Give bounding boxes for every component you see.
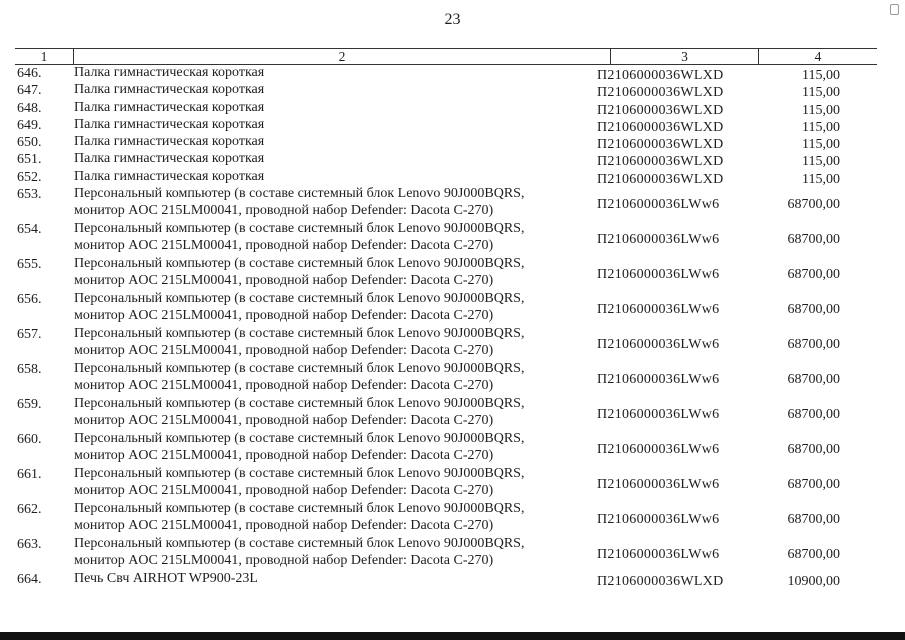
item-name-line-2: монитор AOC 215LM00041, проводной набор Defender: Dacota C-270) [74, 272, 494, 288]
item-name [74, 256, 524, 289]
item-amount: 68700,00 [787, 267, 840, 283]
item-name [74, 151, 264, 168]
item-amount: 115,00 [802, 119, 840, 135]
item-name-line-1: Персональный компьютер (в составе системный блок Lenovo 90J000BQRS, [74, 361, 525, 377]
item-name-line-1: Палка гимнастическая короткая [74, 82, 265, 98]
item-amount: 68700,00 [787, 512, 840, 528]
item-name-line-1: Персональный компьютер (в составе системный блок Lenovo 90J000BQRS, [74, 431, 525, 447]
inventory-code: П2106000036WLXD [597, 137, 724, 153]
inventory-code: П2106000036LWw6 [597, 477, 720, 493]
item-name-line-2: монитор AOC 215LM00041, проводной набор Defender: Dacota C-270) [74, 552, 494, 568]
item-name-line-2: монитор AOC 215LM00041, проводной набор Defender: Dacota C-270) [74, 237, 494, 253]
page-number: 23 [444, 11, 461, 28]
scan-edge-bar [0, 632, 905, 640]
inventory-code: П2106000036LWw6 [597, 512, 720, 528]
row-number: 657. [17, 327, 42, 343]
row-number: 664. [17, 572, 42, 588]
row-number: 648. [17, 100, 42, 116]
row-number: 646. [17, 66, 42, 81]
item-name [74, 221, 524, 254]
table-body [0, 65, 905, 591]
item-name-line-1: Палка гимнастическая короткая [74, 151, 265, 167]
table-row [0, 117, 905, 134]
item-amount: 115,00 [802, 102, 840, 118]
item-amount: 10900,00 [787, 574, 840, 590]
row-number: 650. [17, 135, 42, 151]
row-number: 656. [17, 292, 42, 308]
item-name [74, 291, 524, 324]
inventory-code: П2106000036WLXD [597, 574, 724, 590]
item-name-line-2: монитор AOC 215LM00041, проводной набор Defender: Dacota C-270) [74, 482, 494, 498]
table-row [0, 186, 905, 221]
item-name [74, 65, 264, 82]
item-amount: 115,00 [802, 68, 840, 83]
table-row [0, 291, 905, 326]
item-name [74, 361, 524, 394]
table-row [0, 396, 905, 431]
column-header-2: 2 [73, 49, 610, 64]
inventory-code: П2106000036LWw6 [597, 372, 720, 388]
item-name [74, 186, 524, 219]
corner-mark [890, 4, 899, 15]
row-number: 653. [17, 187, 42, 203]
item-name-line-1: Палка гимнастическая короткая [74, 168, 265, 184]
item-name [74, 169, 264, 186]
inventory-code: П2106000036LWw6 [597, 197, 720, 213]
table-row [0, 326, 905, 361]
row-number: 647. [17, 83, 42, 99]
item-name-line-2: монитор AOC 215LM00041, проводной набор Defender: Dacota C-270) [74, 412, 494, 428]
item-name [74, 100, 264, 117]
row-number: 651. [17, 152, 42, 168]
item-name-line-1: Палка гимнастическая короткая [74, 134, 265, 150]
item-name-line-1: Персональный компьютер (в составе системный блок Lenovo 90J000BQRS, [74, 466, 525, 482]
inventory-code: П2106000036WLXD [597, 85, 724, 101]
item-name [74, 134, 264, 151]
item-name-line-1: Персональный компьютер (в составе системный блок Lenovo 90J000BQRS, [74, 186, 525, 202]
item-name-line-1: Палка гимнастическая короткая [74, 99, 265, 115]
item-name [74, 82, 264, 99]
item-name-line-2: монитор AOC 215LM00041, проводной набор Defender: Dacota C-270) [74, 202, 494, 218]
row-number: 659. [17, 397, 42, 413]
table-row [0, 256, 905, 291]
item-amount: 68700,00 [787, 477, 840, 493]
table-row [0, 151, 905, 168]
table-row [0, 82, 905, 99]
item-amount: 115,00 [802, 85, 840, 101]
item-name-line-1: Персональный компьютер (в составе системный блок Lenovo 90J000BQRS, [74, 326, 525, 342]
item-name [74, 326, 524, 359]
inventory-code: П2106000036WLXD [597, 171, 724, 187]
row-number: 652. [17, 169, 42, 185]
inventory-code: П2106000036WLXD [597, 68, 724, 83]
inventory-code: П2106000036LWw6 [597, 547, 720, 563]
item-name-line-1: Персональный компьютер (в составе системный блок Lenovo 90J000BQRS, [74, 501, 525, 517]
item-name [74, 396, 524, 429]
inventory-code: П2106000036WLXD [597, 154, 724, 170]
item-amount: 68700,00 [787, 337, 840, 353]
item-name-line-1: Персональный компьютер (в составе системный блок Lenovo 90J000BQRS, [74, 396, 525, 412]
item-name [74, 466, 524, 499]
row-number: 655. [17, 257, 42, 273]
item-amount: 115,00 [802, 137, 840, 153]
row-number: 649. [17, 117, 42, 133]
column-header-4: 4 [758, 49, 877, 64]
item-name-line-2: монитор AOC 215LM00041, проводной набор Defender: Dacota C-270) [74, 307, 494, 323]
row-number: 658. [17, 362, 42, 378]
row-number: 660. [17, 432, 42, 448]
item-name-line-2: монитор AOC 215LM00041, проводной набор Defender: Dacota C-270) [74, 517, 494, 533]
item-name-line-2: монитор AOC 215LM00041, проводной набор Defender: Dacota C-270) [74, 447, 494, 463]
item-name-line-1: Персональный компьютер (в составе системный блок Lenovo 90J000BQRS, [74, 221, 525, 237]
table-header-row [15, 48, 877, 65]
item-name [74, 431, 524, 464]
row-number: 654. [17, 222, 42, 238]
row-number: 663. [17, 537, 42, 553]
table-row [0, 169, 905, 186]
inventory-code: П2106000036LWw6 [597, 232, 720, 248]
item-amount: 68700,00 [787, 442, 840, 458]
item-amount: 68700,00 [787, 372, 840, 388]
table-row [0, 466, 905, 501]
item-name-line-1: Персональный компьютер (в составе системный блок Lenovo 90J000BQRS, [74, 256, 525, 272]
table-row [0, 501, 905, 536]
table-row [0, 571, 905, 591]
item-name-line-1: Палка гимнастическая короткая [74, 65, 265, 80]
item-amount: 68700,00 [787, 302, 840, 318]
item-name [74, 536, 524, 569]
item-amount: 115,00 [802, 154, 840, 170]
item-amount: 68700,00 [787, 197, 840, 213]
item-name-line-2: монитор AOC 215LM00041, проводной набор Defender: Dacota C-270) [74, 342, 494, 358]
inventory-code: П2106000036LWw6 [597, 442, 720, 458]
inventory-code: П2106000036LWw6 [597, 407, 720, 423]
table-row [0, 134, 905, 151]
inventory-code: П2106000036LWw6 [597, 267, 720, 283]
item-name-line-1: Палка гимнастическая короткая [74, 116, 265, 132]
item-amount: 68700,00 [787, 547, 840, 563]
inventory-code: П2106000036LWw6 [597, 302, 720, 318]
item-amount: 68700,00 [787, 232, 840, 248]
table-row [0, 65, 905, 82]
table-row [0, 221, 905, 256]
item-name [74, 117, 264, 134]
item-name [74, 501, 524, 534]
item-name-line-1: Персональный компьютер (в составе системный блок Lenovo 90J000BQRS, [74, 291, 525, 307]
inventory-code: П2106000036WLXD [597, 102, 724, 118]
row-number: 661. [17, 467, 42, 483]
item-name-line-1: Персональный компьютер (в составе системный блок Lenovo 90J000BQRS, [74, 536, 525, 552]
table-row [0, 431, 905, 466]
column-header-3: 3 [610, 49, 758, 64]
item-name [74, 571, 258, 588]
item-amount: 115,00 [802, 171, 840, 187]
inventory-code: П2106000036WLXD [597, 119, 724, 135]
inventory-code: П2106000036LWw6 [597, 337, 720, 353]
row-number: 662. [17, 502, 42, 518]
column-header-1: 1 [40, 49, 48, 64]
item-amount: 68700,00 [787, 407, 840, 423]
item-name-line-1: Печь Свч AIRHOT WP900-23L [74, 571, 258, 587]
table-row [0, 536, 905, 571]
table-row [0, 100, 905, 117]
table-row [0, 361, 905, 396]
item-name-line-2: монитор AOC 215LM00041, проводной набор Defender: Dacota C-270) [74, 377, 494, 393]
